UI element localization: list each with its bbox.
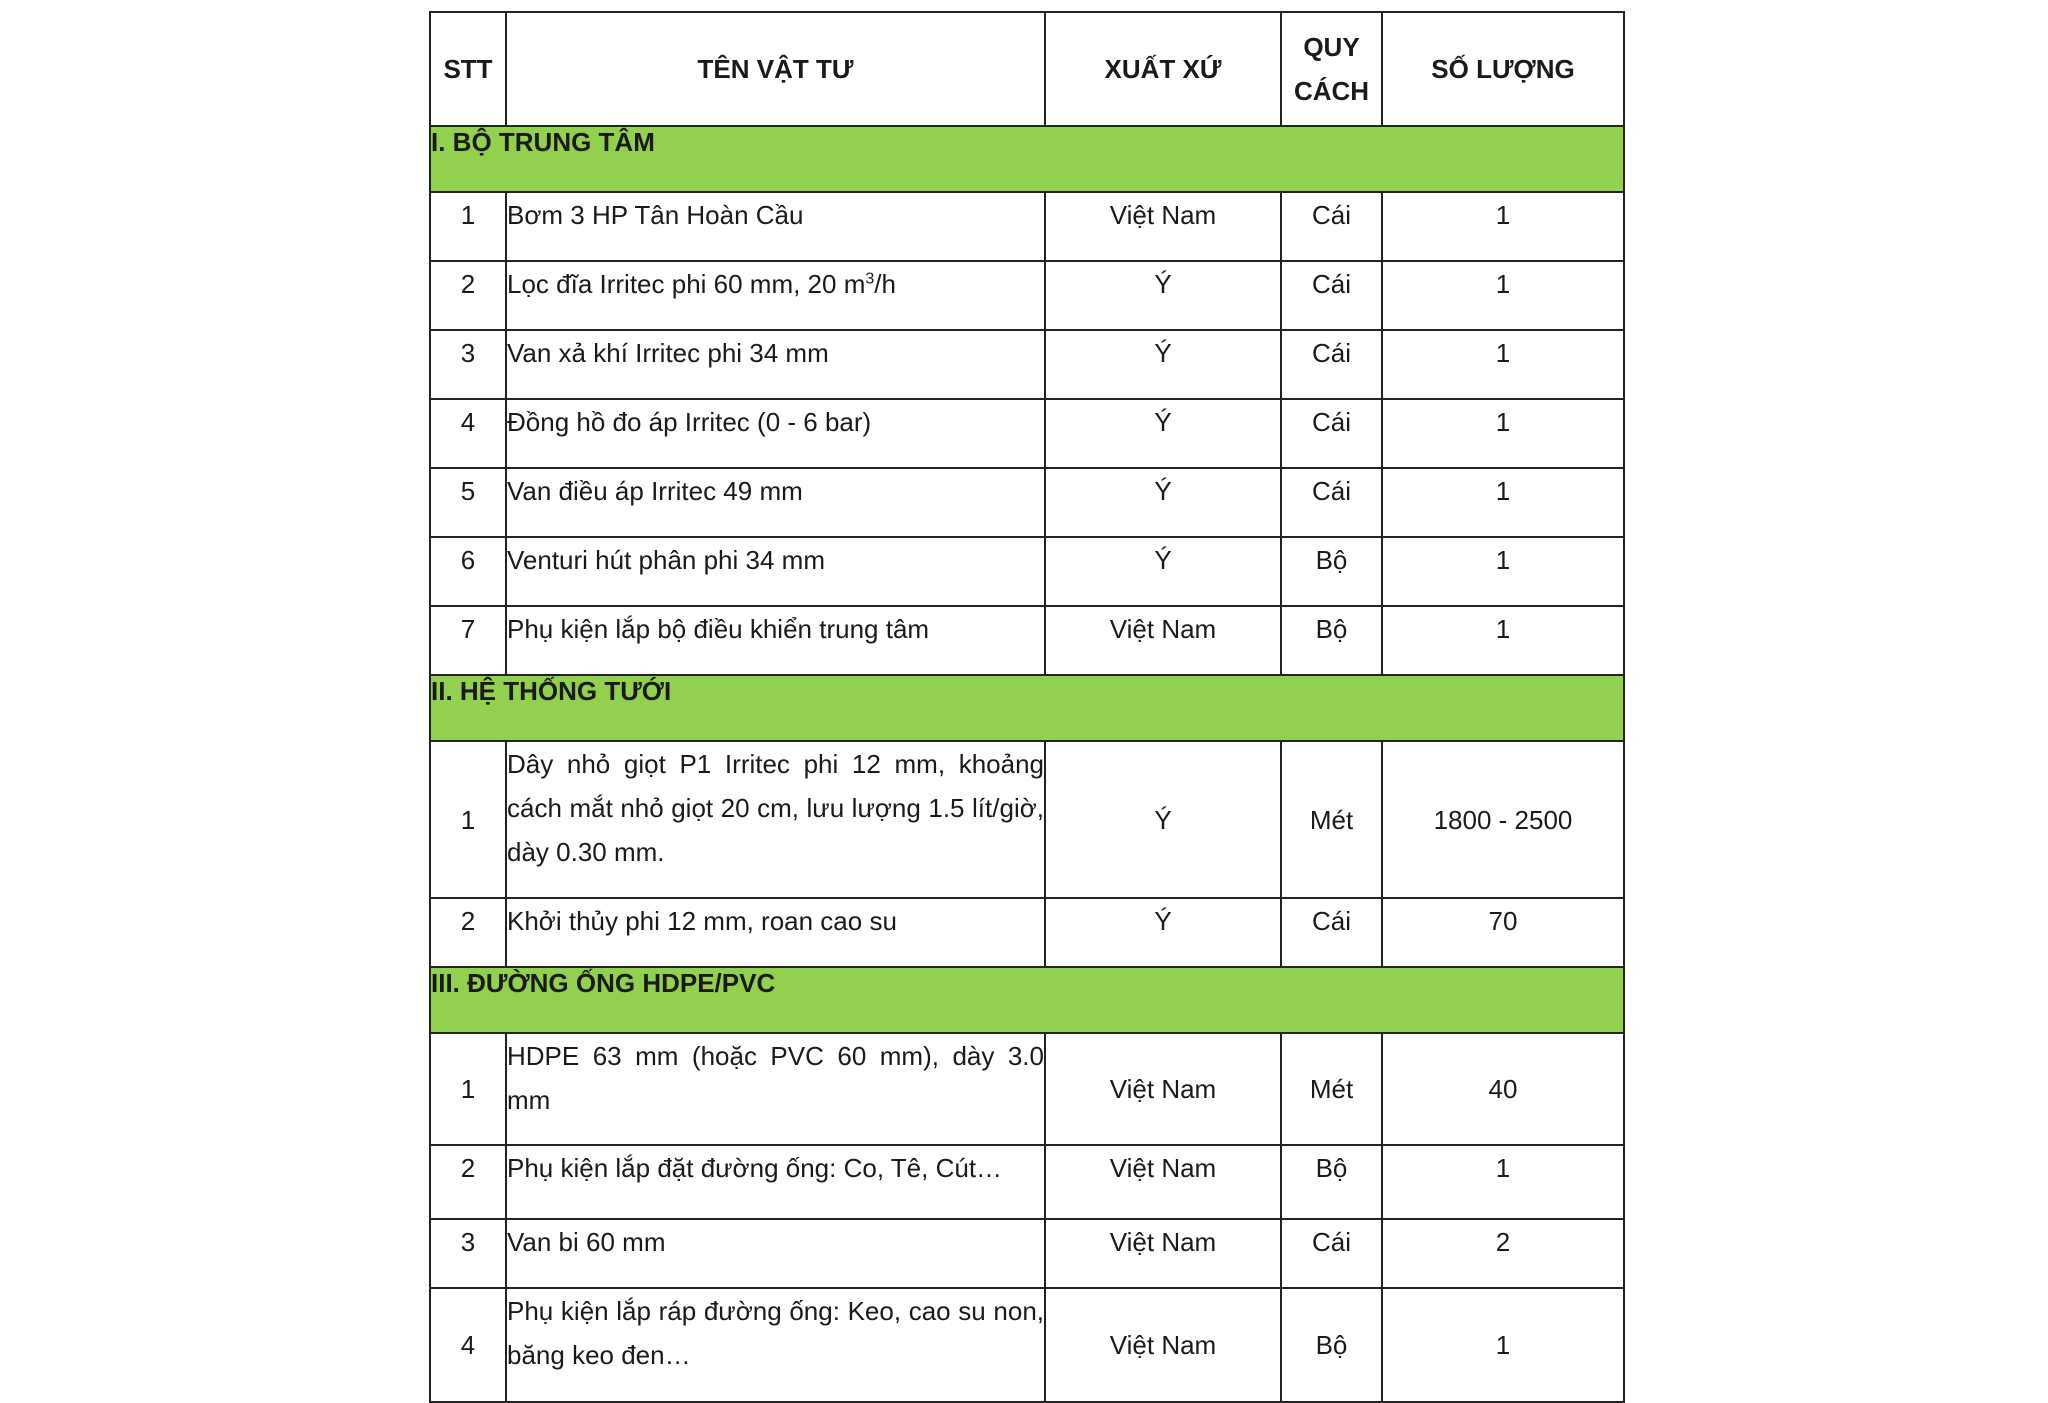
section-header [430,675,1624,741]
cell-origin: Ý [1045,898,1281,967]
cell-stt: 1 [430,741,506,898]
cell-name [506,261,1045,330]
cell-spec: Cái [1281,192,1382,261]
cell-stt: 2 [430,1145,506,1219]
materials-table [429,11,1625,1403]
cell-qty: 70 [1382,898,1624,967]
cell-origin: Ý [1045,537,1281,606]
cell-qty: 1 [1382,1288,1624,1402]
cell-qty: 1 [1382,1145,1624,1219]
section-title: II. HỆ THỐNG TƯỚI [430,675,1624,741]
header-origin: XUẤT XỨ [1045,12,1281,126]
table-row [430,741,1624,898]
cell-qty: 1 [1382,606,1624,675]
cell-spec: Bộ [1281,1288,1382,1402]
cell-spec: Cái [1281,898,1382,967]
cell-origin: Ý [1045,399,1281,468]
table-row [430,399,1624,468]
cell-stt: 4 [430,1288,506,1402]
cell-qty: 1 [1382,468,1624,537]
cell-qty: 1 [1382,261,1624,330]
cell-stt: 2 [430,898,506,967]
cell-name: Phụ kiện lắp đặt đường ống: Co, Tê, Cút… [506,1145,1045,1219]
cell-name: Bơm 3 HP Tân Hoàn Cầu [506,192,1045,261]
cell-stt: 1 [430,192,506,261]
cell-spec: Mét [1281,741,1382,898]
cell-name: Khởi thủy phi 12 mm, roan cao su [506,898,1045,967]
cell-spec: Cái [1281,399,1382,468]
cell-stt: 7 [430,606,506,675]
cell-stt: 6 [430,537,506,606]
table-row [430,261,1624,330]
header-qty: SỐ LƯỢNG [1382,12,1624,126]
cell-name: Phụ kiện lắp bộ điều khiển trung tâm [506,606,1045,675]
table-row [430,898,1624,967]
section-header [430,967,1624,1033]
cell-origin: Việt Nam [1045,1033,1281,1145]
cell-stt: 5 [430,468,506,537]
section-title: I. BỘ TRUNG TÂM [430,126,1624,192]
header-spec-label: QUY CÁCH [1293,32,1370,106]
cell-spec: Cái [1281,1219,1382,1288]
cell-spec: Cái [1281,468,1382,537]
table-row [430,192,1624,261]
cell-origin: Ý [1045,468,1281,537]
cell-origin: Ý [1045,261,1281,330]
table-row [430,537,1624,606]
cell-qty: 2 [1382,1219,1624,1288]
table-row [430,1033,1624,1145]
cell-name: Van điều áp Irritec 49 mm [506,468,1045,537]
table-row [430,468,1624,537]
table-row [430,1288,1624,1402]
cell-name: Van xả khí Irritec phi 34 mm [506,330,1045,399]
cell-spec: Cái [1281,330,1382,399]
cell-origin: Ý [1045,741,1281,898]
cell-qty: 40 [1382,1033,1624,1145]
section-title: III. ĐƯỜNG ỐNG HDPE/PVC [430,967,1624,1033]
cell-qty: 1 [1382,330,1624,399]
cell-name: Phụ kiện lắp ráp đường ống: Keo, cao su non, băng keo đen… [506,1288,1045,1402]
cell-origin: Việt Nam [1045,192,1281,261]
cell-name: Đồng hồ đo áp Irritec (0 - 6 bar) [506,399,1045,468]
cell-origin: Việt Nam [1045,1145,1281,1219]
cell-spec: Cái [1281,261,1382,330]
cell-stt: 3 [430,330,506,399]
cell-name: Dây nhỏ giọt P1 Irritec phi 12 mm, khoảng cách mắt nhỏ giọt 20 cm, lưu lượng 1.5 lít/giờ, dày 0.30 mm. [506,741,1045,898]
cell-name: Venturi hút phân phi 34 mm [506,537,1045,606]
header-row [430,12,1624,126]
header-stt: STT [430,12,506,126]
cell-qty: 1 [1382,192,1624,261]
cell-spec: Bộ [1281,606,1382,675]
header-spec [1281,12,1382,126]
cell-stt: 3 [430,1219,506,1288]
table-row [430,330,1624,399]
cell-qty: 1 [1382,537,1624,606]
cell-name-suffix: /h [874,269,896,299]
cell-stt: 1 [430,1033,506,1145]
cell-stt: 2 [430,261,506,330]
cell-origin: Việt Nam [1045,1288,1281,1402]
section-header [430,126,1624,192]
header-name: TÊN VẬT TƯ [506,12,1045,126]
cell-name: HDPE 63 mm (hoặc PVC 60 mm), dày 3.0 mm [506,1033,1045,1145]
cell-origin: Ý [1045,330,1281,399]
cell-spec: Bộ [1281,537,1382,606]
cell-name: Van bi 60 mm [506,1219,1045,1288]
cell-origin: Việt Nam [1045,1219,1281,1288]
cell-name-text: Lọc đĩa Irritec phi 60 mm, 20 m [507,269,866,299]
table-row [430,606,1624,675]
cell-qty: 1 [1382,399,1624,468]
cell-origin: Việt Nam [1045,606,1281,675]
cell-qty: 1800 - 2500 [1382,741,1624,898]
cell-spec: Mét [1281,1033,1382,1145]
cell-spec: Bộ [1281,1145,1382,1219]
table-row [430,1219,1624,1288]
table-row [430,1145,1624,1219]
cell-stt: 4 [430,399,506,468]
cell-name-superscript: 3 [865,270,875,288]
